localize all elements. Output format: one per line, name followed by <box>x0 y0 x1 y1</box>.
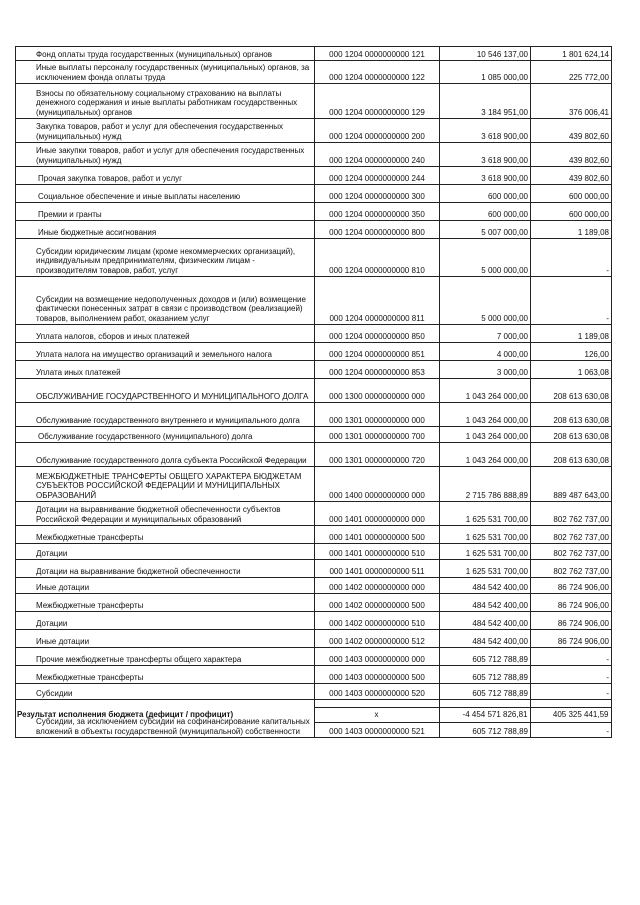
row-executed: 439 802,60 <box>531 143 612 167</box>
result-approved: -4 454 571 826,81 <box>439 708 530 723</box>
row-approved: 3 618 900,00 <box>440 119 531 143</box>
row-approved: 484 542 400,00 <box>440 594 531 612</box>
row-approved: 600 000,00 <box>440 185 531 203</box>
table-row <box>16 361 612 379</box>
row-executed: 1 189,08 <box>531 221 612 239</box>
table-row <box>16 502 612 526</box>
row-approved: 605 712 788,89 <box>440 684 531 700</box>
row-approved: 484 542 400,00 <box>440 578 531 594</box>
row-code: 000 1403 0000000000 500 <box>315 666 440 684</box>
row-name: Уплата иных платежей <box>16 361 315 379</box>
budget-result-row <box>15 708 611 723</box>
table-row <box>16 61 612 84</box>
table-row <box>16 427 612 443</box>
row-name: Взносы по обязательному социальному страхованию на выплаты денежного содержания и иные выплаты работникам государственных (муниципальных) органов <box>16 84 315 119</box>
table-row <box>16 578 612 594</box>
row-code: 000 1402 0000000000 000 <box>315 578 440 594</box>
row-executed: 439 802,60 <box>531 167 612 185</box>
row-approved: 605 712 788,89 <box>440 666 531 684</box>
row-executed: 889 487 643,00 <box>531 467 612 502</box>
row-name: Дотации <box>16 544 315 560</box>
row-code: 000 1301 0000000000 000 <box>315 403 440 427</box>
row-code: 000 1204 0000000000 851 <box>315 343 440 361</box>
table-row <box>16 143 612 167</box>
table-row <box>16 467 612 502</box>
row-executed: 225 772,00 <box>531 61 612 84</box>
row-executed: - <box>531 684 612 700</box>
row-name: Дотации <box>16 612 315 630</box>
row-name: Премии и гранты <box>16 203 315 221</box>
row-name: Иные выплаты персоналу государственных (муниципальных) органов, за исключением фонда оплаты труда <box>16 61 315 84</box>
row-approved: 3 618 900,00 <box>440 143 531 167</box>
row-code: 000 1204 0000000000 121 <box>315 47 440 61</box>
row-code: 000 1401 0000000000 510 <box>315 544 440 560</box>
table-row <box>16 379 612 403</box>
row-executed: 439 802,60 <box>531 119 612 143</box>
row-code: 000 1403 0000000000 520 <box>315 684 440 700</box>
table-row <box>16 343 612 361</box>
row-name: Иные дотации <box>16 578 315 594</box>
row-name: Межбюджетные трансферты <box>16 526 315 544</box>
row-executed: 86 724 906,00 <box>531 594 612 612</box>
row-executed: - <box>531 277 612 325</box>
table-row <box>16 560 612 578</box>
row-approved: 1 625 531 700,00 <box>440 544 531 560</box>
row-code: 000 1301 0000000000 700 <box>315 427 440 443</box>
row-approved: 3 184 951,00 <box>440 84 531 119</box>
row-executed: 126,00 <box>531 343 612 361</box>
row-approved: 1 043 264 000,00 <box>440 427 531 443</box>
row-executed: 208 613 630,08 <box>531 427 612 443</box>
row-executed: 376 006,41 <box>531 84 612 119</box>
row-executed: 802 762 737,00 <box>531 502 612 526</box>
row-executed: 802 762 737,00 <box>531 526 612 544</box>
row-name: Обслуживание государственного долга субъекта Российской Федерации <box>16 443 315 467</box>
row-approved: 1 625 531 700,00 <box>440 526 531 544</box>
row-approved: 10 546 137,00 <box>440 47 531 61</box>
row-code: 000 1204 0000000000 129 <box>315 84 440 119</box>
row-approved: 1 043 264 000,00 <box>440 403 531 427</box>
row-name: Субсидии юридическим лицам (кроме некоммерческих организаций), индивидуальным предпринимателям, физическим лицам - производителям товаров, работ, услуг <box>16 239 315 277</box>
result-executed: 405 325 441,59 <box>530 708 611 723</box>
table-row <box>16 544 612 560</box>
row-executed: 208 613 630,08 <box>531 443 612 467</box>
row-code: 000 1204 0000000000 300 <box>315 185 440 203</box>
row-executed: 86 724 906,00 <box>531 578 612 594</box>
row-code: 000 1204 0000000000 850 <box>315 325 440 343</box>
row-executed: 86 724 906,00 <box>531 630 612 648</box>
row-approved: 605 712 788,89 <box>440 700 531 738</box>
table-row <box>16 526 612 544</box>
row-name: ОБСЛУЖИВАНИЕ ГОСУДАРСТВЕННОГО И МУНИЦИПАЛЬНОГО ДОЛГА <box>16 379 315 403</box>
row-approved: 605 712 788,89 <box>440 648 531 666</box>
row-approved: 2 715 786 888,89 <box>440 467 531 502</box>
row-executed: 802 762 737,00 <box>531 544 612 560</box>
table-row <box>16 648 612 666</box>
row-name: Межбюджетные трансферты <box>16 594 315 612</box>
row-executed: 208 613 630,08 <box>531 379 612 403</box>
row-code: 000 1300 0000000000 000 <box>315 379 440 403</box>
row-approved: 1 085 000,00 <box>440 61 531 84</box>
row-name: Уплата налога на имущество организаций и земельного налога <box>16 343 315 361</box>
result-code: x <box>314 708 439 723</box>
row-executed: 208 613 630,08 <box>531 403 612 427</box>
row-name: Межбюджетные трансферты <box>16 666 315 684</box>
budget-result-table <box>15 707 612 723</box>
table-row <box>16 443 612 467</box>
row-code: 000 1401 0000000000 000 <box>315 502 440 526</box>
row-code: 000 1301 0000000000 720 <box>315 443 440 467</box>
row-executed: 1 063,08 <box>531 361 612 379</box>
row-executed: 600 000,00 <box>531 203 612 221</box>
table-row <box>16 203 612 221</box>
row-approved: 1 625 531 700,00 <box>440 560 531 578</box>
row-approved: 3 000,00 <box>440 361 531 379</box>
row-code: 000 1204 0000000000 200 <box>315 119 440 143</box>
row-name: Иные дотации <box>16 630 315 648</box>
row-approved: 4 000,00 <box>440 343 531 361</box>
table-row <box>16 221 612 239</box>
row-code: 000 1402 0000000000 510 <box>315 612 440 630</box>
table-row <box>16 666 612 684</box>
row-name: Обслуживание государственного внутреннего и муниципального долга <box>16 403 315 427</box>
row-executed: - <box>531 648 612 666</box>
table-row <box>16 277 612 325</box>
row-executed: - <box>531 239 612 277</box>
row-code: 000 1403 0000000000 000 <box>315 648 440 666</box>
row-name: Субсидии на возмещение недополученных доходов и (или) возмещение фактически понесенных затрат в связи с производством (реализацией) товаров, выполнением работ, оказанием услуг <box>16 277 315 325</box>
row-name: Иные бюджетные ассигнования <box>16 221 315 239</box>
row-name: Обслуживание государственного (муниципального) долга <box>16 427 315 443</box>
row-name: Прочая закупка товаров, работ и услуг <box>16 167 315 185</box>
row-approved: 5 007 000,00 <box>440 221 531 239</box>
table-row <box>16 185 612 203</box>
row-code: 000 1204 0000000000 244 <box>315 167 440 185</box>
row-approved: 5 000 000,00 <box>440 239 531 277</box>
table-row <box>16 119 612 143</box>
table-row <box>16 684 612 700</box>
table-row <box>16 167 612 185</box>
row-approved: 600 000,00 <box>440 203 531 221</box>
row-executed: - <box>531 700 612 738</box>
expenditure-table <box>15 46 612 738</box>
row-code: 000 1400 0000000000 000 <box>315 467 440 502</box>
table-row <box>16 630 612 648</box>
row-executed: 86 724 906,00 <box>531 612 612 630</box>
table-row <box>16 84 612 119</box>
row-code: 000 1204 0000000000 811 <box>315 277 440 325</box>
row-name: Закупка товаров, работ и услуг для обеспечения государственных (муниципальных) нужд <box>16 119 315 143</box>
row-name: Иные закупки товаров, работ и услуг для обеспечения государственных (муниципальных) нужд <box>16 143 315 167</box>
row-code: 000 1402 0000000000 512 <box>315 630 440 648</box>
row-approved: 1 043 264 000,00 <box>440 379 531 403</box>
table-row <box>16 594 612 612</box>
row-name: Субсидии <box>16 684 315 700</box>
row-executed: 802 762 737,00 <box>531 560 612 578</box>
row-code: 000 1204 0000000000 240 <box>315 143 440 167</box>
row-executed: - <box>531 666 612 684</box>
row-name: Дотации на выравнивание бюджетной обеспеченности субъектов Российской Федерации и муниципальных образований <box>16 502 315 526</box>
row-approved: 5 000 000,00 <box>440 277 531 325</box>
row-name: Дотации на выравнивание бюджетной обеспеченности <box>16 560 315 578</box>
row-code: 000 1402 0000000000 500 <box>315 594 440 612</box>
row-executed: 600 000,00 <box>531 185 612 203</box>
row-code: 000 1204 0000000000 810 <box>315 239 440 277</box>
table-row <box>16 325 612 343</box>
row-code: 000 1401 0000000000 500 <box>315 526 440 544</box>
table-row <box>16 403 612 427</box>
row-executed: 1 801 624,14 <box>531 47 612 61</box>
row-approved: 1 043 264 000,00 <box>440 443 531 467</box>
row-approved: 484 542 400,00 <box>440 630 531 648</box>
row-code: 000 1204 0000000000 350 <box>315 203 440 221</box>
row-code: 000 1204 0000000000 853 <box>315 361 440 379</box>
row-approved: 484 542 400,00 <box>440 612 531 630</box>
row-approved: 1 625 531 700,00 <box>440 502 531 526</box>
row-code: 000 1204 0000000000 122 <box>315 61 440 84</box>
row-executed: 1 189,08 <box>531 325 612 343</box>
row-code: 000 1403 0000000000 521 <box>315 700 440 738</box>
row-approved: 3 618 900,00 <box>440 167 531 185</box>
row-code: 000 1401 0000000000 511 <box>315 560 440 578</box>
table-row <box>16 47 612 61</box>
table-row <box>16 239 612 277</box>
row-name: Субсидии, за исключением субсидии на софинансирование капитальных вложений в объекты государственной (муниципальной) собственности <box>16 700 315 738</box>
row-name: Уплата налогов, сборов и иных платежей <box>16 325 315 343</box>
row-name: Прочие межбюджетные трансферты общего характера <box>16 648 315 666</box>
table-row <box>16 612 612 630</box>
row-name: Фонд оплаты труда государственных (муниципальных) органов <box>16 47 315 61</box>
row-name: МЕЖБЮДЖЕТНЫЕ ТРАНСФЕРТЫ ОБЩЕГО ХАРАКТЕРА БЮДЖЕТАМ СУБЪЕКТОВ РОССИЙСКОЙ ФЕДЕРАЦИИ И МУНИЦИПАЛЬНЫХ ОБРАЗОВАНИЙ <box>16 467 315 502</box>
row-approved: 7 000,00 <box>440 325 531 343</box>
row-code: 000 1204 0000000000 800 <box>315 221 440 239</box>
row-name: Социальное обеспечение и иные выплаты населению <box>16 185 315 203</box>
result-label: Результат исполнения бюджета (дефицит / профицит) <box>17 709 234 719</box>
